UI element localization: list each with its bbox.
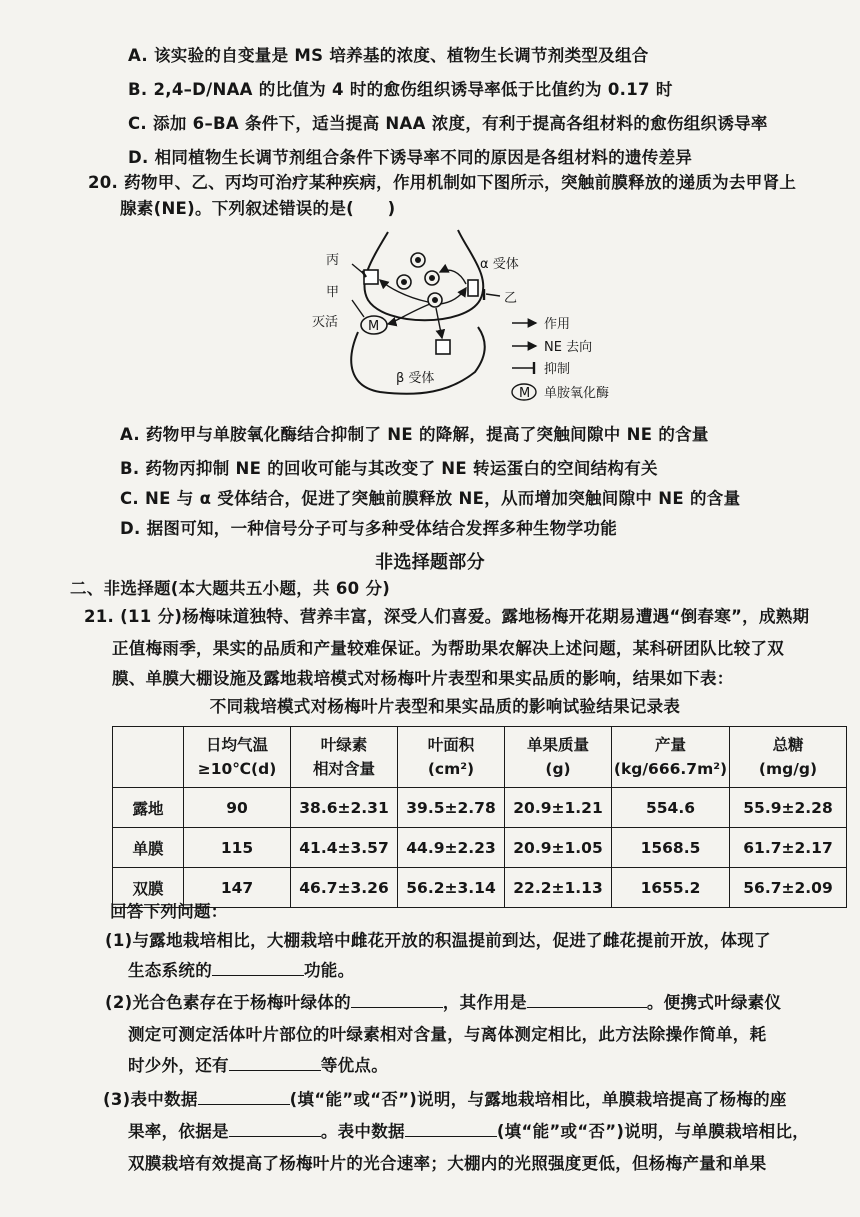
q20-stem-line2: 腺素(NE)。下列叙述错误的是( )	[120, 199, 396, 218]
legend-ne-direction: NE 去向	[544, 340, 593, 355]
table-cell: 115	[184, 828, 291, 868]
answer-blank[interactable]	[351, 992, 443, 1008]
q19-option-c: C. 添加 6–BA 条件下，适当提高 NAA 浓度，有利于提高各组材料的愈伤组织诱导率	[128, 114, 768, 133]
table-header-cell: 单果质量 (g)	[505, 727, 612, 788]
table-cell: 1568.5	[612, 828, 730, 868]
q19-option-b: B. 2,4–D/NAA 的比值为 4 时的愈伤组织诱导率低于比值约为 0.17 时	[128, 80, 673, 99]
table-cell: 147	[184, 868, 291, 908]
table-header-cell: 叶面积 (cm²)	[398, 727, 505, 788]
q19-option-a: A. 该实验的自变量是 MS 培养基的浓度、植物生长调节剂类型及组合	[128, 46, 649, 65]
sub2-line3: 时少外，还有 等优点。	[128, 1056, 389, 1075]
table-cell: 554.6	[612, 788, 730, 828]
answer-blank[interactable]	[405, 1121, 497, 1137]
label-alpha-receptor: α 受体	[480, 257, 519, 272]
table-cell: 1655.2	[612, 868, 730, 908]
table-cell: 56.7±2.09	[730, 868, 847, 908]
table-header-cell: 总糖 (mg/g)	[730, 727, 847, 788]
table-cell: 20.9±1.21	[505, 788, 612, 828]
sub3-line2: 果率，依据是 。表中数据 (填“能”或“否”)说明，与单膜栽培相比，	[128, 1122, 810, 1141]
results-table	[112, 726, 847, 908]
q21-intro-line2: 正值梅雨季，果实的品质和产量较难保证。为帮助果农解决上述问题，某科研团队比较了双	[112, 639, 784, 658]
table-title: 不同栽培模式对杨梅叶片表型和果实品质的影响试验结果记录表	[209, 697, 681, 716]
answer-blank[interactable]	[198, 1089, 290, 1105]
table-cell: 55.9±2.28	[730, 788, 847, 828]
table-cell: 39.5±2.78	[398, 788, 505, 828]
table-cell: 38.6±2.31	[291, 788, 398, 828]
legend-enzyme-letter: M	[519, 386, 531, 401]
sub3-line1: (3)表中数据 (填“能”或“否”)说明，与露地栽培相比，单膜栽培提高了杨梅的座	[103, 1090, 787, 1109]
table-cell: 单膜	[113, 828, 184, 868]
table-header-cell	[113, 727, 184, 788]
q21-intro-line3: 膜、单膜大棚设施及露地栽培模式对杨梅叶片表型和果实品质的影响，结果如下表：	[112, 669, 734, 688]
table-cell: 20.9±1.05	[505, 828, 612, 868]
table-cell: 56.2±3.14	[398, 868, 505, 908]
label-beta-receptor: β 受体	[396, 371, 435, 386]
q20-stem-line1: 20. 药物甲、乙、丙均可治疗某种疾病，作用机制如下图所示，突触前膜释放的递质为去甲肾上	[88, 173, 797, 192]
q20-option-d: D. 据图可知，一种信号分子可与多种受体结合发挥多种生物学功能	[120, 519, 618, 538]
table-row	[113, 828, 847, 868]
legend-action: 作用	[544, 317, 571, 332]
q20-option-a: A. 药物甲与单胺氧化酶结合抑制了 NE 的降解，提高了突触间隙中 NE 的含量	[120, 425, 709, 444]
answer-blank[interactable]	[212, 960, 304, 976]
label-jia: 甲	[326, 285, 340, 300]
legend-inhibit: 抑制	[544, 362, 571, 377]
synapse-diagram	[300, 222, 660, 412]
table-header-cell: 日均气温 ≥10℃(d)	[184, 727, 291, 788]
sub1-line2: 生态系统的 功能。	[128, 961, 355, 980]
part2-heading: 二、非选择题(本大题共五小题，共 60 分)	[70, 579, 391, 598]
label-yi: 乙	[504, 291, 518, 306]
answer-blank[interactable]	[527, 992, 647, 1008]
table-cell: 46.7±3.26	[291, 868, 398, 908]
table-header-row	[113, 727, 847, 788]
table-cell: 61.7±2.17	[730, 828, 847, 868]
label-bing: 丙	[326, 253, 340, 268]
q20-option-b: B. 药物丙抑制 NE 的回收可能与其改变了 NE 转运蛋白的空间结构有关	[120, 459, 658, 478]
label-miehuo: 灭活	[312, 315, 339, 330]
part2-title: 非选择题部分	[375, 552, 485, 573]
answer-blank[interactable]	[229, 1121, 321, 1137]
sub1-line1: (1)与露地栽培相比，大棚栽培中雌花开放的积温提前到达，促进了雌花提前开放，体现了	[105, 931, 771, 950]
table-header-cell: 产量 (kg/666.7m²)	[612, 727, 730, 788]
answer-blank[interactable]	[229, 1055, 321, 1071]
sub2-line1: (2)光合色素存在于杨梅叶绿体的 ，其作用是 。便携式叶绿素仪	[105, 993, 782, 1012]
q20-option-c: C. NE 与 α 受体结合，促进了突触前膜释放 NE，从而增加突触间隙中 NE 的含量	[120, 489, 741, 508]
table-row	[113, 788, 847, 828]
table-cell: 双膜	[113, 868, 184, 908]
table-cell: 44.9±2.23	[398, 828, 505, 868]
legend-mao: 单胺氧化酶	[544, 386, 610, 401]
enzyme-m-letter: M	[368, 319, 380, 334]
table-cell: 露地	[113, 788, 184, 828]
table-cell: 22.2±1.13	[505, 868, 612, 908]
q19-option-d: D. 相同植物生长调节剂组合条件下诱导率不同的原因是各组材料的遗传差异	[128, 148, 693, 167]
table-header-cell: 叶绿素 相对含量	[291, 727, 398, 788]
table-cell: 90	[184, 788, 291, 828]
answer-prompt: 回答下列问题：	[110, 902, 228, 921]
q21-intro-line1: 21. (11 分)杨梅味道独特、营养丰富，深受人们喜爱。露地杨梅开花期易遭遇“倒春寒”，成熟期	[84, 607, 810, 626]
sub3-line3: 双膜栽培有效提高了杨梅叶片的光合速率；大棚内的光照强度更低，但杨梅产量和单果	[128, 1154, 767, 1173]
sub2-line2: 测定可测定活体叶片部位的叶绿素相对含量，与离体测定相比，此方法除操作简单，耗	[128, 1025, 767, 1044]
table-cell: 41.4±3.57	[291, 828, 398, 868]
